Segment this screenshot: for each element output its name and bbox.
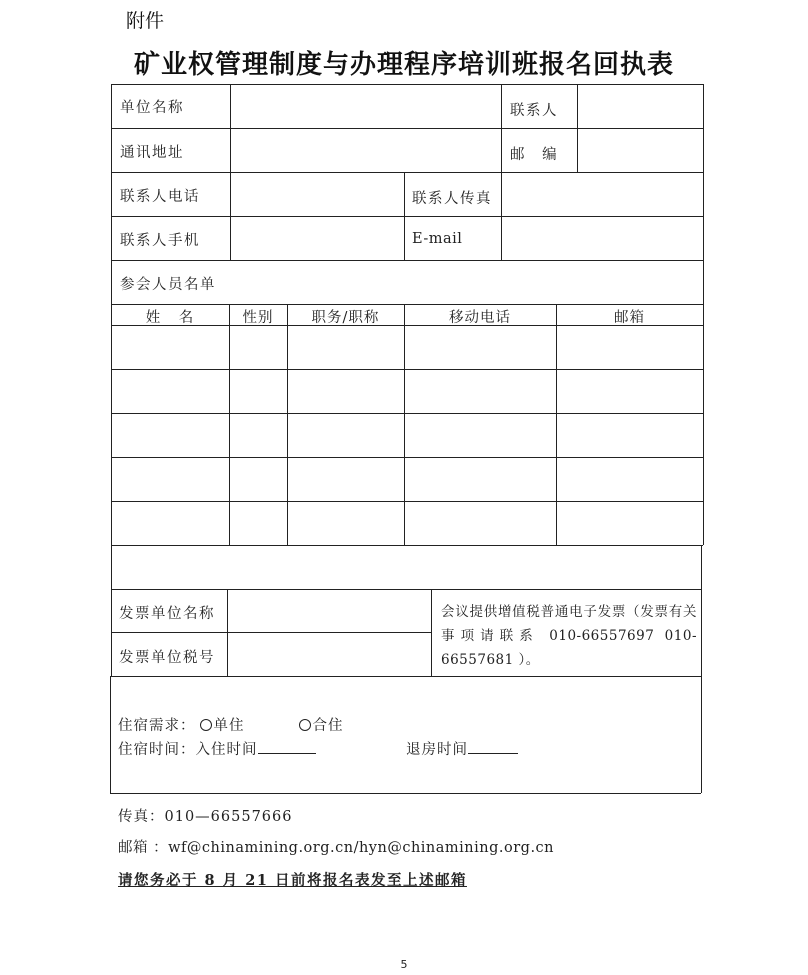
row-divider: [110, 676, 702, 677]
attendee-header-gender: 性别: [242, 310, 274, 326]
attendee-header-title: 职务/职称: [311, 310, 380, 326]
col-divider: [404, 304, 405, 545]
lodging-need-row: [118, 714, 344, 735]
col-divider: [230, 84, 231, 260]
address-label: 通讯地址: [120, 145, 184, 161]
checkout-row: [406, 738, 518, 759]
table-border-right: [703, 84, 704, 545]
col-divider: [404, 172, 405, 260]
checkout-field[interactable]: [468, 739, 518, 754]
col-divider: [501, 172, 502, 260]
checkin-label: 住宿时间：入住时间: [118, 742, 258, 758]
row-divider: [111, 545, 703, 546]
row-divider: [111, 632, 431, 633]
row-divider: [111, 369, 703, 370]
checkout-label: 退房时间: [406, 742, 468, 758]
table-border-right: [701, 545, 702, 793]
table-border-left: [110, 676, 111, 793]
row-divider: [111, 128, 704, 129]
email-line: 邮箱 ：wf@chinamining.org.cn/hyn@chinamining.org.cn: [118, 840, 555, 856]
lodging-shared-label: 合住: [312, 718, 344, 734]
radio-shared-room[interactable]: [299, 719, 311, 731]
email-label: E-mail: [412, 231, 463, 247]
contact-fax-label: 联系人传真: [412, 191, 492, 207]
attendees-label: 参会人员名单: [120, 277, 216, 293]
attendee-header-mobile: 移动电话: [449, 310, 511, 326]
contact-mobile-label: 联系人手机: [120, 233, 200, 249]
row-divider: [111, 589, 702, 590]
invoice-note: 会议提供增值税普通电子发票（发票有关事项请联系 010-66557697 010-66557681 ）。: [441, 604, 697, 668]
row-divider: [111, 413, 703, 414]
lodging-time-row: [118, 738, 316, 759]
postcode-label: 邮 编: [510, 147, 559, 163]
col-divider: [287, 304, 288, 545]
col-divider: [227, 589, 228, 676]
table-border-top: [111, 84, 704, 85]
table-border-left: [111, 84, 112, 676]
radio-single-room[interactable]: [200, 719, 212, 731]
table-border-bottom: [110, 793, 701, 794]
col-divider: [431, 589, 432, 676]
row-divider: [111, 501, 703, 502]
col-divider: [501, 84, 502, 172]
lodging-need-label: 住宿需求：: [118, 718, 196, 734]
attendee-header-email: 邮箱: [614, 310, 645, 326]
col-divider: [577, 84, 578, 172]
row-divider: [111, 457, 703, 458]
deadline-notice: 请您务必于 8 月 21 日前将报名表发至上述邮箱: [118, 872, 467, 889]
page-title: 矿业权管理制度与办理程序培训班报名回执表: [133, 50, 674, 80]
invoice-unit-label: 发票单位名称: [119, 606, 215, 622]
fax-line: 传真：010—66557666: [118, 809, 293, 825]
unit-name-label: 单位名称: [120, 100, 184, 116]
checkin-field[interactable]: [258, 739, 316, 754]
row-divider: [111, 172, 704, 173]
lodging-single-label: 单住: [213, 718, 245, 734]
attendee-header-name: 姓 名: [145, 310, 195, 326]
attachment-label: 附件: [126, 10, 165, 32]
row-divider: [111, 304, 704, 305]
invoice-taxno-label: 发票单位税号: [119, 650, 215, 666]
contact-label: 联系人: [510, 103, 558, 119]
page-number: 5: [400, 958, 408, 971]
contact-phone-label: 联系人电话: [120, 189, 200, 205]
col-divider: [556, 304, 557, 545]
col-divider: [229, 304, 230, 545]
row-divider: [111, 216, 704, 217]
row-divider: [111, 260, 704, 261]
